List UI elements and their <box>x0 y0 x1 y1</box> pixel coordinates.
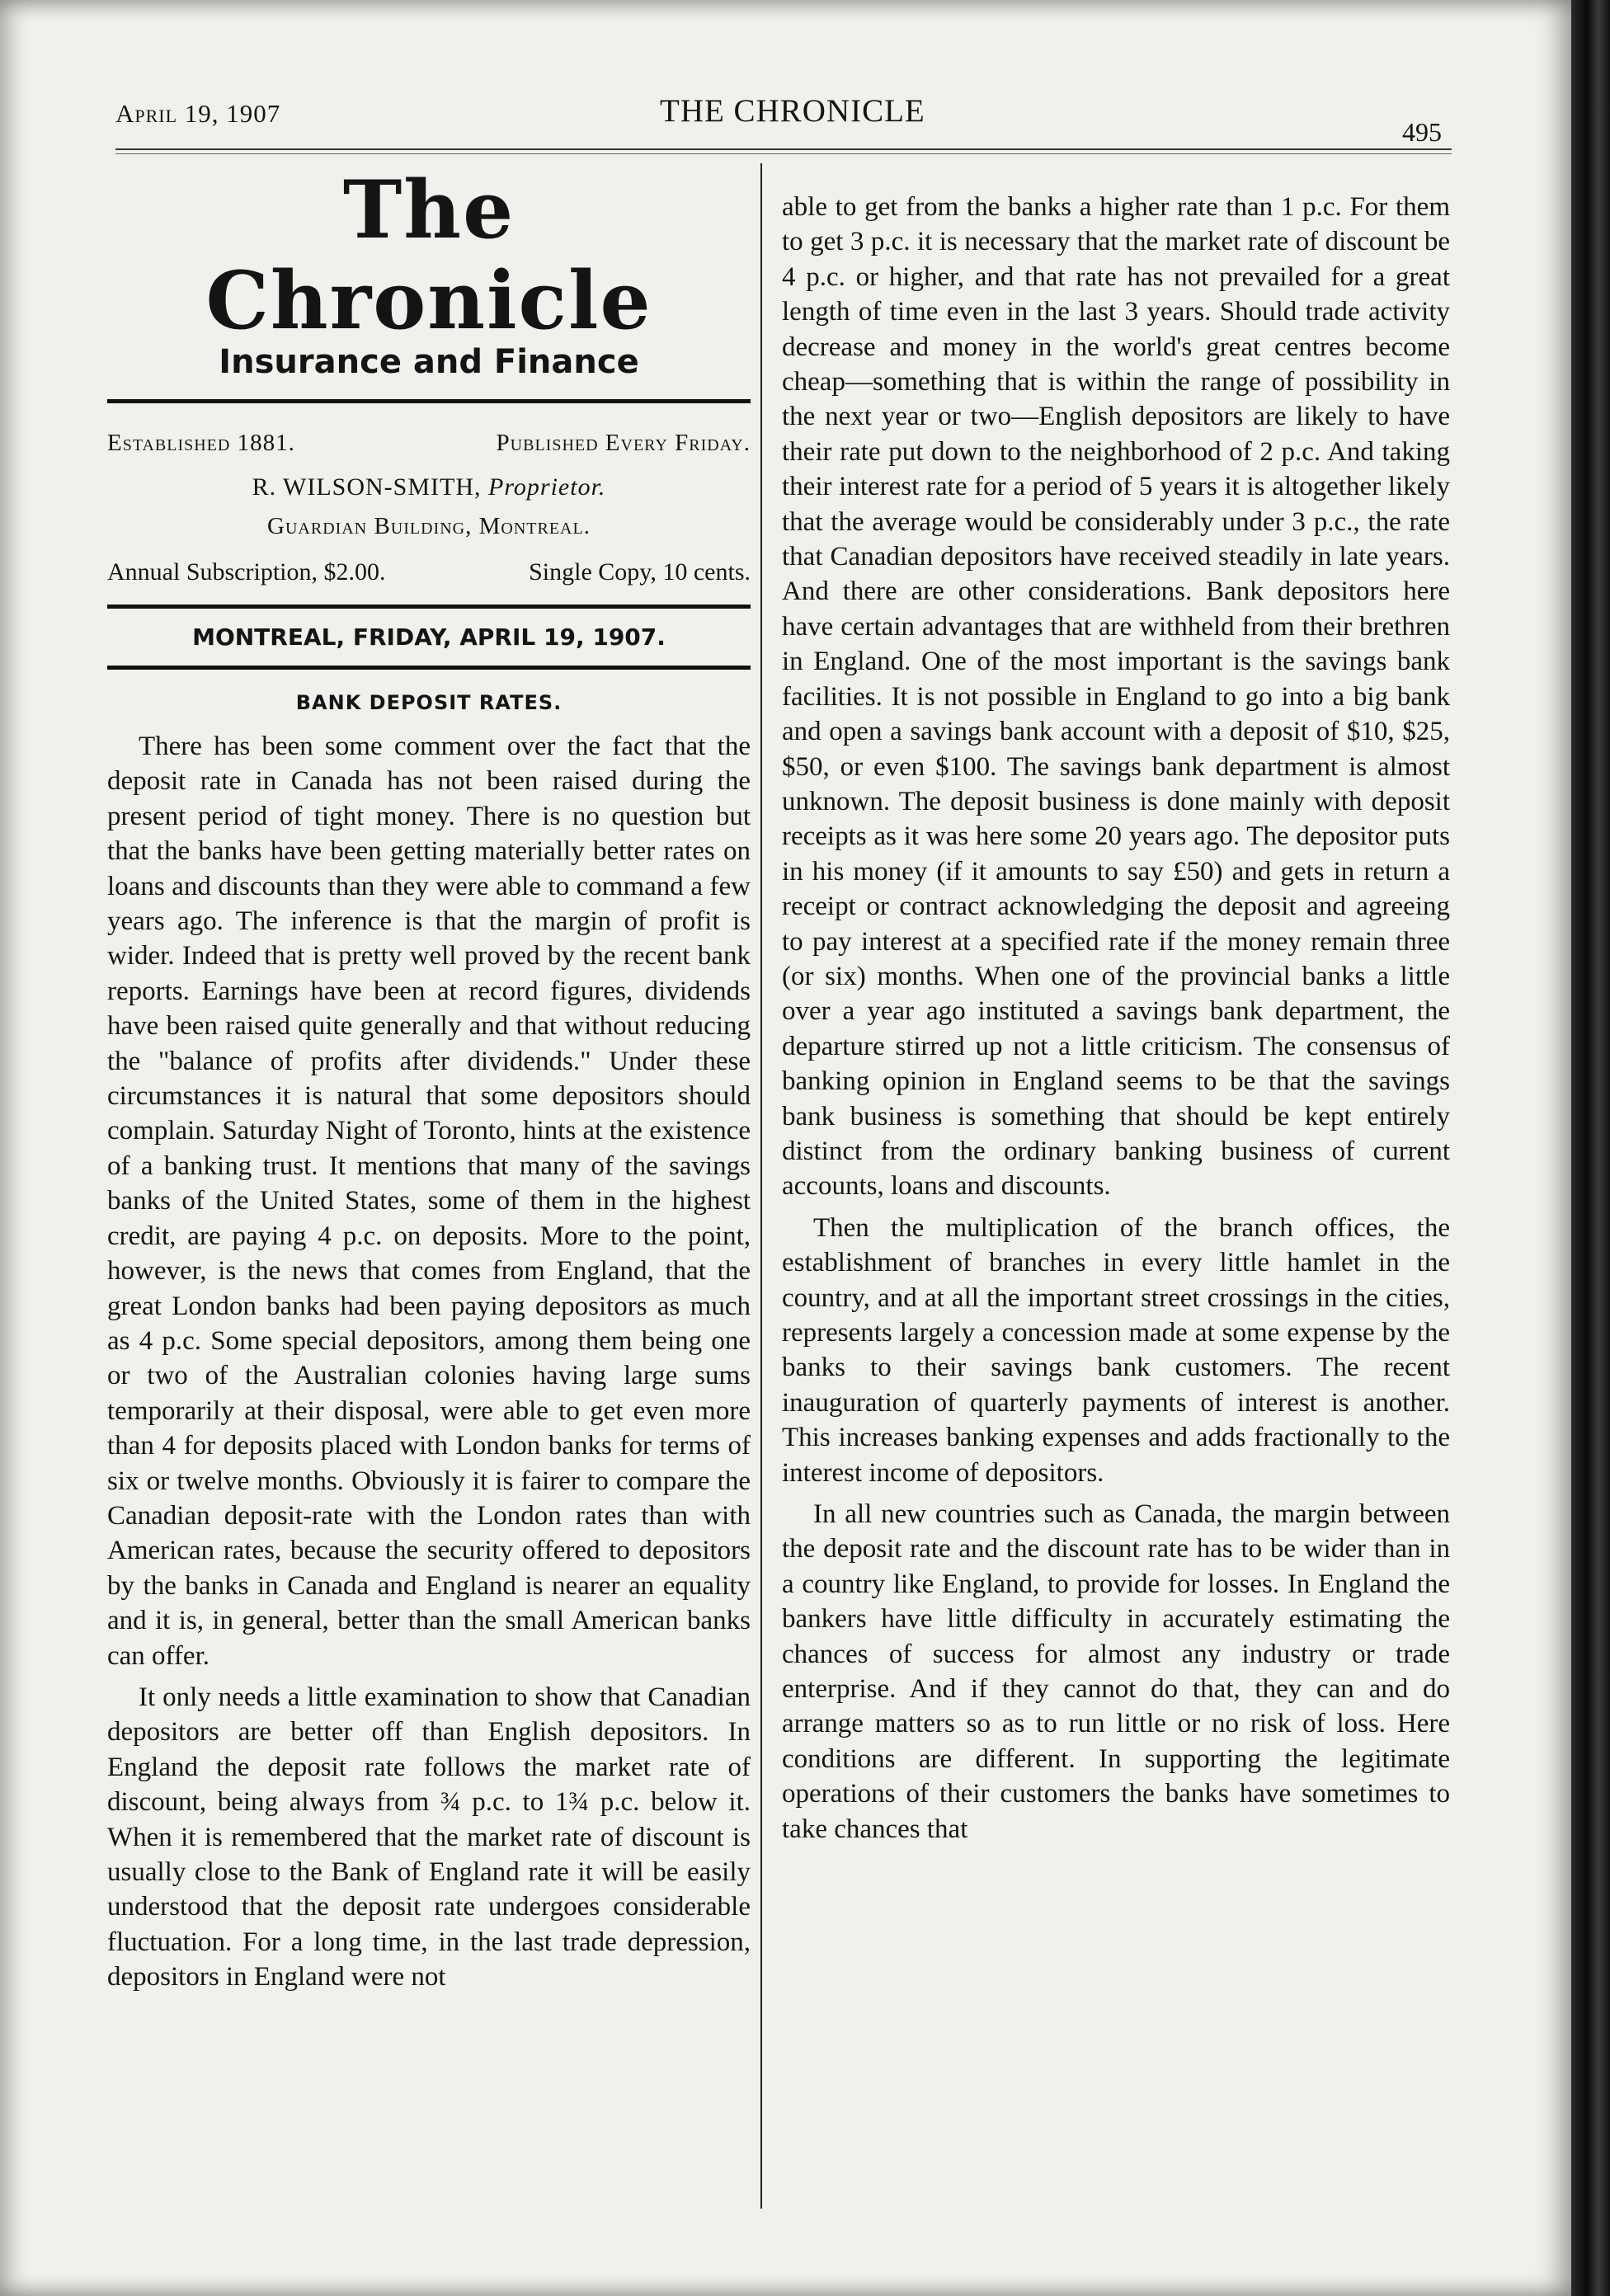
price-info <box>107 558 751 586</box>
single-copy-text: Single Copy, 10 cents. <box>529 558 751 586</box>
article-paragraph: able to get from the banks a higher rate than 1 p.c. For them to get 3 p.c. it is necessary that the market rate of discount be 4 p.c. or higher, and that rate has not prevailed for a great length of time even in the last 3 years. Should trade activity decrease and money in the world's great centres become cheap—something that is within the range of possibility in the next year or two—English depositors are likely to have their rate put down to the neighborhood of 2 p.c. And taking their interest rate for a period of 5 years it is altogether likely that the average would be considerably under 3 p.c., the rate that Canadian depositors have received steadily in late years. And there are other considerations. Bank depositors here have certain advantages that are withheld from their brethren in England. One of the most important is the savings bank facilities. It is not possible in England to go into a big bank and open a savings bank account with a deposit of $10, $25, $50, or even $100. The savings bank department is almost unknown. The deposit business is done mainly with deposit receipts as it was here some 20 years ago. The depositor puts in his money (if it amounts to say £50) and gets in return a receipt or contract acknowledging the deposit and agreeing to pay interest at a specified rate if the money remain three (or six) months. When one of the provincial banks a little over a year ago instituted a savings bank department, the departure stirred up not a little criticism. The consensus of banking opinion in England seems to be that the savings bank business is something that should be kept entirely distinct from the ordinary banking business of current accounts, loans and discounts. <box>782 192 1450 1202</box>
proprietor-role: Proprietor. <box>488 473 606 501</box>
left-column <box>107 691 751 1995</box>
article-paragraph: There has been some comment over the fact that the deposit rate in Canada has not been raised during the present period of tight money. There is no question but that the banks have been getting materially better rates on loans and discounts than they were able to command a few years ago. The inference is that the margin of profit is wider. Indeed that is pretty well proved by the recent bank reports. Earnings have been at record figures, dividends have been raised quite generally and that without reducing the "balance of profits after dividends." Under these circumstances it is natural that some depositors should complain. Saturday Night of Toronto, hints at the existence of a banking trust. It mentions that many of the savings banks of the United States, some of them in the highest credit, are paying 4 p.c. on deposits. More to the point, however, is the news that comes from England, that the great London banks had been paying depositors as much as 4 p.c. Some special depositors, among them being one or two of the Australian colonies having large sums temporarily at their disposal, were able to get even more than 4 for deposits placed with London banks for terms of six or twelve months. Obviously it is fairer to compare the Canadian deposit-rate with the London rates than with American rates, because the security offered to depositors by the banks in Canada and England is nearer an equality and it is, in general, better than the small American banks can offer. <box>107 732 751 1671</box>
dateline: MONTREAL, FRIDAY, APRIL 19, 1907. <box>192 623 666 651</box>
article-paragraph: In all new countries such as Canada, the margin between the deposit rate and the discount rate has to be wider than in a country like England, to provide for losses. In England the bankers have little difficulty in accurately estimating the chances of success for almost any industry or trade enterprise. And if they cannot do that, they can and do arrange matters so as to run little or no risk of loss. Here conditions are different. In supporting the legitimate operations of their customers the banks have sometimes to take chances that <box>782 1499 1450 1844</box>
proprietor-line <box>107 473 751 501</box>
running-head-date: April 19, 1907 <box>115 99 281 128</box>
masthead-rule <box>107 399 751 403</box>
running-head-title: THE CHRONICLE <box>660 93 925 129</box>
page-number: 495 <box>1402 117 1442 147</box>
masthead-title: The Chronicle <box>205 163 652 347</box>
running-head <box>115 92 1452 147</box>
dateline-rule-bottom <box>107 666 751 670</box>
book-spine-edge <box>1571 0 1610 2296</box>
article-paragraph: Then the multiplication of the branch offices, the establishment of branches in every little hamlet in the country, and at all the important street crossings in the cities, represents largely a concession made at some expense by the banks to their savings bank customers. The recent inauguration of quarterly payments of interest is another. This increases banking expenses and adds fractionally to the interest income of depositors. <box>782 1212 1450 1488</box>
article-paragraph: It only needs a little examination to show that Canadian depositors are better off than English depositors. In England the deposit rate follows the market rate of discount, being always from ¾ p.c. to 1¾ p.c. below it. When it is remembered that the market rate of discount is usually close to the Bank of England rate it will be easily understood that the deposit rate undergoes considerable fluctuation. For a long time, in the last trade depression, depositors in England were not <box>107 1682 751 1993</box>
column-divider <box>760 163 762 2209</box>
header-rule-thin <box>115 153 1452 154</box>
proprietor-name: R. WILSON-SMITH, <box>252 473 482 501</box>
established-text: Established 1881. <box>107 430 295 456</box>
right-column <box>782 190 1450 1847</box>
building-address: Guardian Building, Montreal. <box>267 513 591 539</box>
dateline-rule-top <box>107 605 751 609</box>
masthead-subtitle: Insurance and Finance <box>219 343 639 381</box>
published-text: Published Every Friday. <box>496 430 751 456</box>
publication-info <box>107 430 751 457</box>
header-rule <box>115 148 1452 150</box>
article-heading: BANK DEPOSIT RATES. <box>295 691 563 714</box>
subscription-text: Annual Subscription, $2.00. <box>107 558 386 586</box>
masthead <box>107 165 751 670</box>
